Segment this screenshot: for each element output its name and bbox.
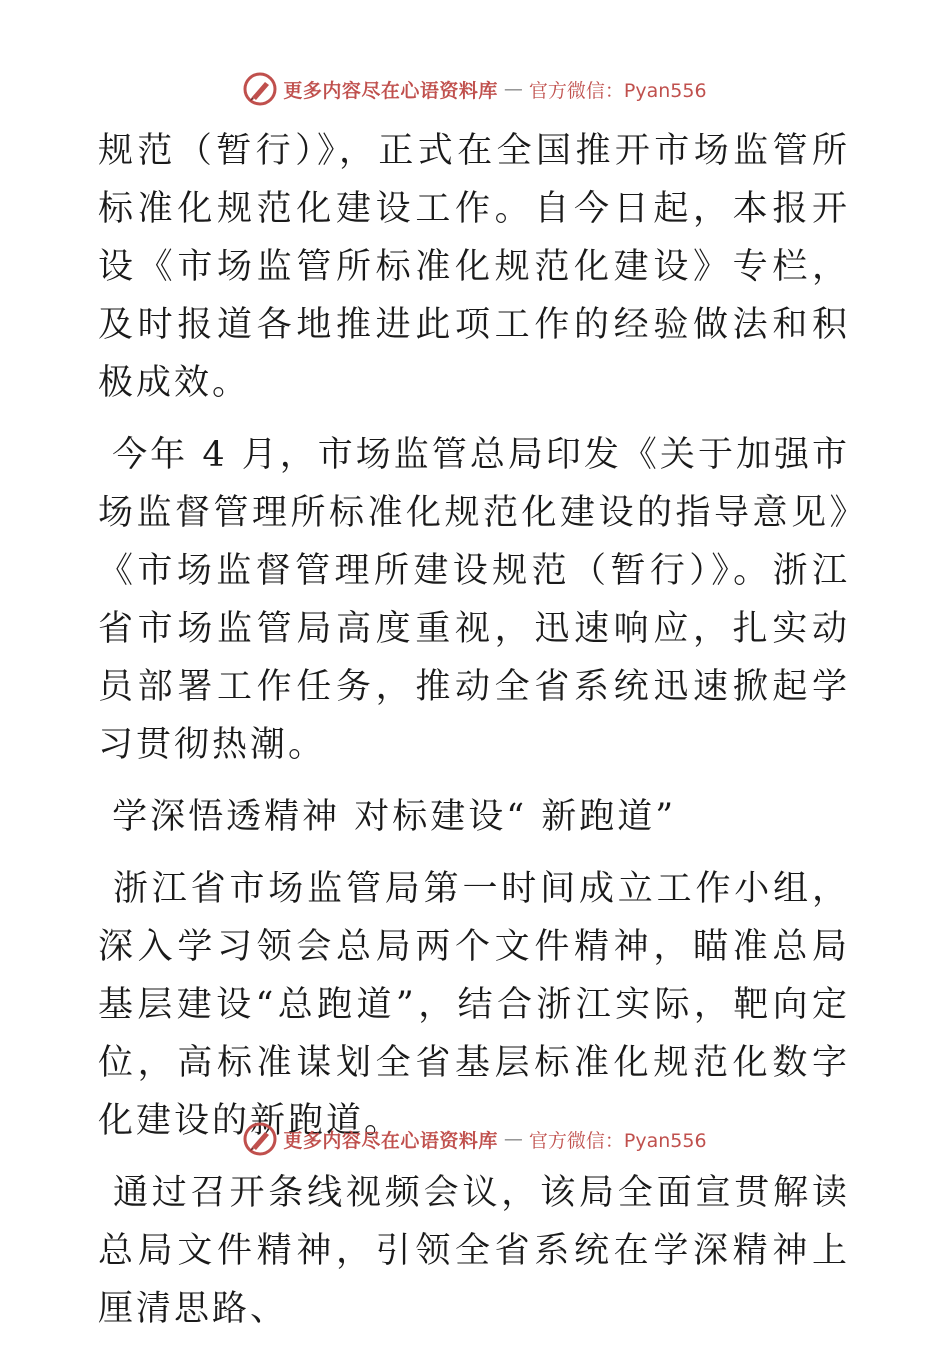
paragraph-2: 今年 4 月，市场监管总局印发《关于加强市场监督管理所标准化规范化建设的指导意见》《市场监督管理所建设规范（暂行）》。浙江省市场监管局高度重视，迅速响应，扎实动员部署工作任务，推动全省系统迅速掀起学习贯彻热潮。	[98, 435, 850, 765]
watermark-wechat-text: 官方微信：Pyan556	[528, 79, 707, 102]
section-heading: 学深悟透精神 对标建设“ 新跑道”	[98, 797, 677, 837]
watermark-separator: —	[503, 78, 523, 100]
watermark-separator: —	[503, 1128, 523, 1150]
paragraph-4: 通过召开条线视频会议，该局全面宣贯解读总局文件精神，引领全省系统在学深精神上厘清思路、	[98, 1173, 850, 1329]
watermark-main-text: 更多内容尽在心语资料库	[283, 79, 498, 102]
pen-logo-icon	[243, 1122, 277, 1156]
pen-logo-icon	[243, 72, 277, 106]
paragraph-1: 规范（暂行）》，正式在全国推开市场监管所标准化规范化建设工作。自今日起，本报开设《市场监管所标准化规范化建设》专栏，及时报道各地推进此项工作的经验做法和积极成效。	[98, 131, 850, 403]
paragraph-3: 浙江省市场监管局第一时间成立工作小组，深入学习领会总局两个文件精神，瞄准总局基层建设“总跑道”，结合浙江实际，靶向定位，高标准谋划全省基层标准化规范化数字化建设的新跑道。	[98, 869, 850, 1141]
watermark-wechat-text: 官方微信：Pyan556	[528, 1129, 707, 1152]
header-watermark	[0, 72, 950, 106]
document-body	[98, 122, 850, 1352]
footer-watermark	[0, 1122, 950, 1156]
watermark-main-text: 更多内容尽在心语资料库	[283, 1129, 498, 1152]
